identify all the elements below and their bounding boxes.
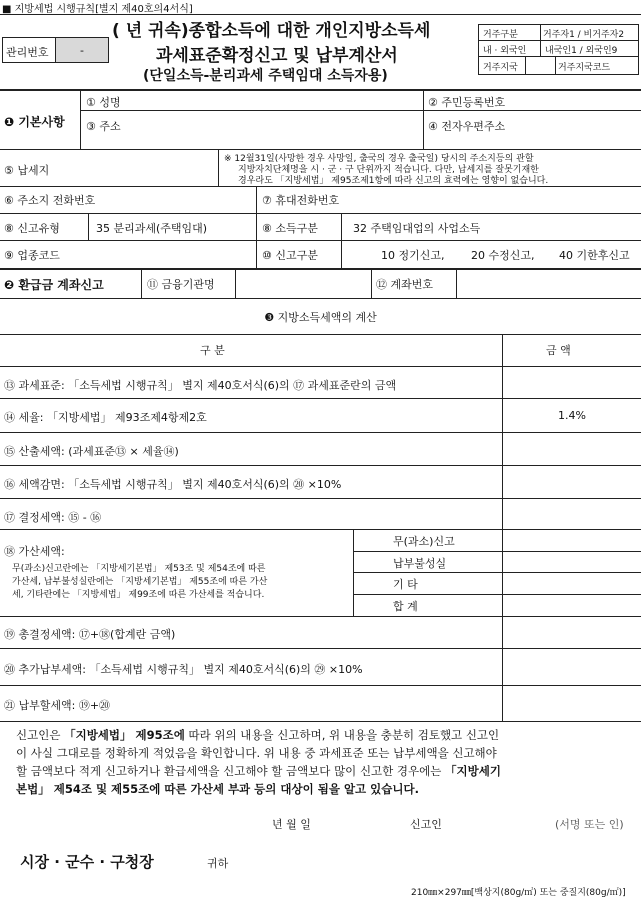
row15-calculated-tax: ⑮ 산출세액: (과세표준⑬ × 세율⑭) xyxy=(4,445,179,458)
residence-country-label: 거주지국 xyxy=(483,63,518,73)
form-reference: ■ 지방세법 시행규칙[별지 제40호의4서식] xyxy=(2,4,193,15)
addressee: 시장 · 군수 · 구청장 xyxy=(20,853,154,871)
addressee-suffix: 귀하 xyxy=(207,857,229,870)
tax-place-note-1: ※ 12월31일(사망한 경우 사망일, 출국의 경우 출국일) 당시의 주소지등의 관할 xyxy=(224,154,534,164)
title-line2: 과세표준확정신고 및 납부계산서 xyxy=(156,46,398,66)
row21-payable-tax: ㉑ 납부할세액: ⑲+⑳ xyxy=(4,699,111,712)
row18-sub-nonfiling: 무(과소)신고 xyxy=(393,535,455,548)
mgmt-value: - xyxy=(80,44,84,57)
residence-type-label: 거주구분 xyxy=(483,30,518,40)
row18-desc-3: 세, 기타란에는 「지방세법」 제99조에 따른 가산세를 적습니다. xyxy=(12,590,265,600)
declaration-line3: 할 금액보다 적게 신고하거나 환급세액을 신고해야 할 금액보다 많이 신고한 경우에는 「지방세기 xyxy=(16,764,501,778)
row18-sub-total: 합 계 xyxy=(393,600,418,613)
email-label: ④ 전자우편주소 xyxy=(428,120,506,133)
mgmt-value-cell[interactable] xyxy=(55,37,109,63)
title-line3: (단일소득-분리과세 주택임대 소득자용) xyxy=(143,68,388,84)
row19-total-tax: ⑲ 총결정세액: ⑰+⑱(합계란 금액) xyxy=(4,628,176,641)
signature-date: 년 월 일 xyxy=(272,818,311,831)
row18-sub-other: 기 타 xyxy=(393,578,418,591)
report-type-label: ⑧ 신고유형 xyxy=(4,222,60,235)
declaration-line4: 본법」 제54조 및 제55조에 따른 가산세 부과 등의 대상이 됨을 알고 있습니다. xyxy=(16,782,419,796)
report-kind-label: ⑩ 신고구분 xyxy=(262,249,318,262)
row18-surcharge-title: ⑱ 가산세액: xyxy=(4,545,65,558)
declaration-line1: 신고인은 「지방세법」 제95조에 따라 위의 내용을 신고하며, 위 내용을 충분히 검토했고 신고인 xyxy=(16,728,500,742)
section3-title: ❸ 지방소득세액의 계산 xyxy=(264,311,377,324)
row14-tax-rate: ⑭ 세율: 「지방세법」 제93조제4항제2호 xyxy=(4,411,207,424)
bank-name-label: ⑪ 금융기관명 xyxy=(147,278,215,291)
section1-label: ❶ 기본사항 xyxy=(4,115,65,129)
row13-tax-base: ⑬ 과세표준: 「소득세법 시행규칙」 별지 제40호서식(6)의 ⑰ 과세표준란의 금액 xyxy=(4,379,397,392)
paper-note: 210㎜×297㎜[백상지(80g/㎡) 또는 중질지(80g/㎡)] xyxy=(411,888,626,898)
tax-place-label: ⑤ 납세지 xyxy=(4,164,50,177)
row18-desc-2: 가산세, 납부불성실란에는 「지방세기본법」 제55조에 따른 가산 xyxy=(12,577,268,587)
nationality-value[interactable]: 내국인1 / 외국인9 xyxy=(545,46,618,56)
sign-note: (서명 또는 인) xyxy=(555,818,624,831)
report-option-late[interactable]: 40 기한후신고 xyxy=(559,249,630,262)
address-label: ③ 주소 xyxy=(86,120,121,133)
mgmt-label-cell xyxy=(2,37,56,63)
residence-country-code-label: 거주지국코드 xyxy=(558,63,611,73)
nationality-label: 내 · 외국인 xyxy=(483,46,527,56)
signer-label: 신고인 xyxy=(410,818,442,831)
tax-place-note-2: 지방자치단체명을 시 · 군 · 구 단위까지 적습니다. 다만, 납세지를 잘못기재한 xyxy=(238,165,539,175)
residence-type-value[interactable]: 거주자1 / 비거주자2 xyxy=(543,30,625,40)
mgmt-label: 관리번호 xyxy=(6,46,49,59)
name-label: ① 성명 xyxy=(86,96,121,109)
title-line1: ( 년 귀속)종합소득에 대한 개인지방소득세 xyxy=(112,21,431,41)
mobile-phone-label: ⑦ 휴대전화번호 xyxy=(262,194,340,207)
row20-additional-tax: ⑳ 추가납부세액: 「소득세법 시행규칙」 별지 제40호서식(6)의 ㉙ ×10% xyxy=(4,663,363,676)
income-type-value: 32 주택임대업의 사업소득 xyxy=(353,222,481,235)
home-phone-label: ⑥ 주소지 전화번호 xyxy=(4,194,96,207)
row18-sub-latepay: 납부불성실 xyxy=(393,557,447,570)
rrn-label: ② 주민등록번호 xyxy=(428,96,506,109)
income-type-label: ⑧ 소득구분 xyxy=(262,222,318,235)
report-type-value: 35 분리과세(주택임대) xyxy=(96,222,208,235)
row18-desc-1: 무(과소)신고란에는 「지방세기본법」 제53조 및 제54조에 따른 xyxy=(12,564,266,574)
refund-account-label: ❷ 환급금 계좌신고 xyxy=(4,278,104,292)
row16-tax-reduction: ⑯ 세액감면: 「소득세법 시행규칙」 별지 제40호서식(6)의 ⑳ ×10% xyxy=(4,478,342,491)
col-item-header: 구 분 xyxy=(200,344,225,357)
report-option-amended[interactable]: 20 수정신고, xyxy=(471,249,535,262)
industry-code-label: ⑨ 업종코드 xyxy=(4,249,60,262)
report-option-regular[interactable]: 10 정기신고, xyxy=(381,249,445,262)
row14-rate-value: 1.4% xyxy=(558,409,586,422)
tax-place-note-3: 경우라도 「지방세법」 제95조제1항에 따라 신고의 효력에는 영향이 없습니다. xyxy=(238,176,549,186)
row17-determined-tax: ⑰ 결정세액: ⑮ - ⑯ xyxy=(4,511,102,524)
account-number-label: ⑫ 계좌번호 xyxy=(376,278,434,291)
declaration-line2: 이 사실 그대로를 정확하게 적었음을 확인합니다. 위 내용 중 과세표준 또는 납부세액을 신고해야 xyxy=(16,746,497,760)
col-amount-header: 금 액 xyxy=(546,344,571,357)
